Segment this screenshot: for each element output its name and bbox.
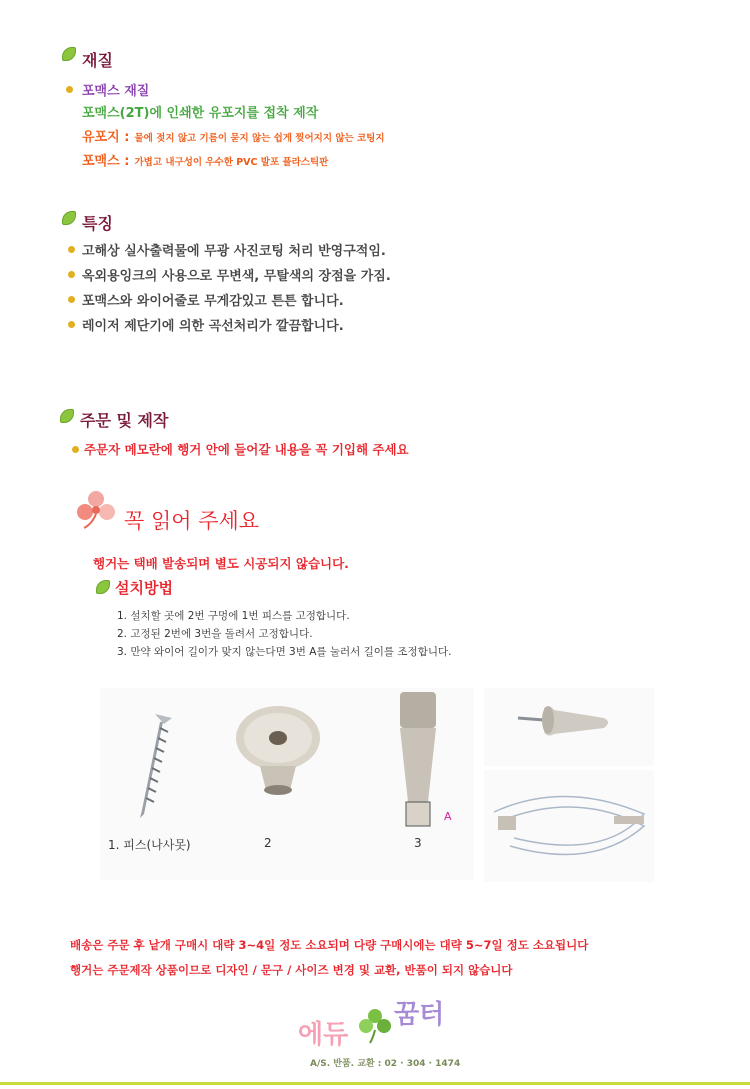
part-caption: 3: [414, 836, 422, 850]
bullet-dot-icon: [72, 446, 79, 453]
install-step: 2. 고정된 2번에 3번을 돌려서 고정합니다.: [117, 628, 313, 640]
install-title: 설치방법: [115, 579, 173, 597]
fomax-text: 가볍고 내구성이 우수한 PVC 발포 플라스틱판: [134, 157, 329, 168]
feature-item: 고해상 실사출력물에 무광 사진코팅 처리 반영구적임.: [82, 244, 386, 259]
hanger-wire-image: [484, 770, 654, 882]
clover-icon: [358, 1008, 392, 1044]
bottom-rule: [0, 1082, 750, 1085]
wire-grip-image: [392, 692, 452, 832]
bullet-dot-icon: [66, 86, 73, 93]
logo-text-left: 에듀: [298, 1020, 349, 1050]
order-item: 주문자 메모란에 행거 안에 들어갈 내용을 꼭 기입해 주세요: [84, 442, 409, 457]
screw-image: [130, 714, 190, 824]
order-title: 주문 및 제작: [80, 411, 169, 430]
leaf-icon: [62, 47, 76, 61]
leaf-icon: [62, 211, 76, 225]
edu-kkumteo-logo: [298, 992, 468, 1052]
hanger-assembled-image: [484, 688, 654, 766]
features-title: 특징: [82, 214, 113, 233]
feature-item: 포맥스와 와이어줄로 무게감있고 튼튼 합니다.: [82, 294, 344, 309]
bullet-dot-icon: [68, 271, 75, 278]
custom-order-note: 행거는 주문제작 상품이므로 디자인 / 문구 / 사이즈 변경 및 교환, 반품이 되지 않습니다: [70, 963, 513, 977]
material-title: 재질: [82, 51, 113, 70]
parts-photo: [100, 688, 474, 880]
leaf-icon: [96, 580, 110, 594]
anchor-washer-image: [228, 698, 328, 808]
fomax-line: [82, 150, 328, 169]
yupo-text: 물에 젖지 않고 기름이 묻지 않는 쉽게 찢어지지 않는 코팅지: [134, 133, 385, 144]
clover-icon: [74, 488, 118, 532]
bullet-dot-icon: [68, 321, 75, 328]
shipping-note: 행거는 택배 발송되며 별도 시공되지 않습니다.: [93, 556, 349, 571]
install-step: 3. 만약 와이어 길이가 맞지 않는다면 3번 A를 눌러서 길이를 조정합니다.: [117, 646, 452, 658]
bullet-dot-icon: [68, 246, 75, 253]
as-contact: A/S. 반품. 교환 : 02 · 304 · 1474: [310, 1059, 461, 1069]
notice-title: 꼭 읽어 주세요: [124, 509, 260, 533]
fomax-label: 포맥스 :: [82, 154, 130, 169]
material-subtitle: 포맥스 재질: [82, 84, 150, 99]
yupo-label: 유포지 :: [82, 130, 130, 145]
install-step: 1. 설치할 곳에 2번 구멍에 1번 피스를 고정합니다.: [117, 610, 350, 622]
hanger-photo-bottom: [484, 770, 654, 882]
part-caption: 2: [264, 836, 272, 850]
yupo-line: [82, 126, 385, 145]
part-label-a: A: [444, 810, 452, 823]
delivery-note: 배송은 주문 후 낱개 구매시 대략 3~4일 정도 소요되며 다량 구매시에는 대략 5~7일 정도 소요됩니다: [70, 938, 589, 952]
hanger-photo-top: [484, 688, 654, 766]
feature-item: 레이저 제단기에 의한 곡선처리가 깔끔합니다.: [82, 319, 344, 334]
part-caption: 1. 피스(나사못): [108, 838, 191, 852]
feature-item: 옥외용잉크의 사용으로 무변색, 무탈색의 장점을 가짐.: [82, 269, 391, 284]
logo-text-right: 꿈터: [394, 1000, 445, 1030]
material-description: 포맥스(2T)에 인쇄한 유포지를 접착 제작: [82, 106, 319, 121]
leaf-icon: [60, 409, 74, 423]
bullet-dot-icon: [68, 296, 75, 303]
